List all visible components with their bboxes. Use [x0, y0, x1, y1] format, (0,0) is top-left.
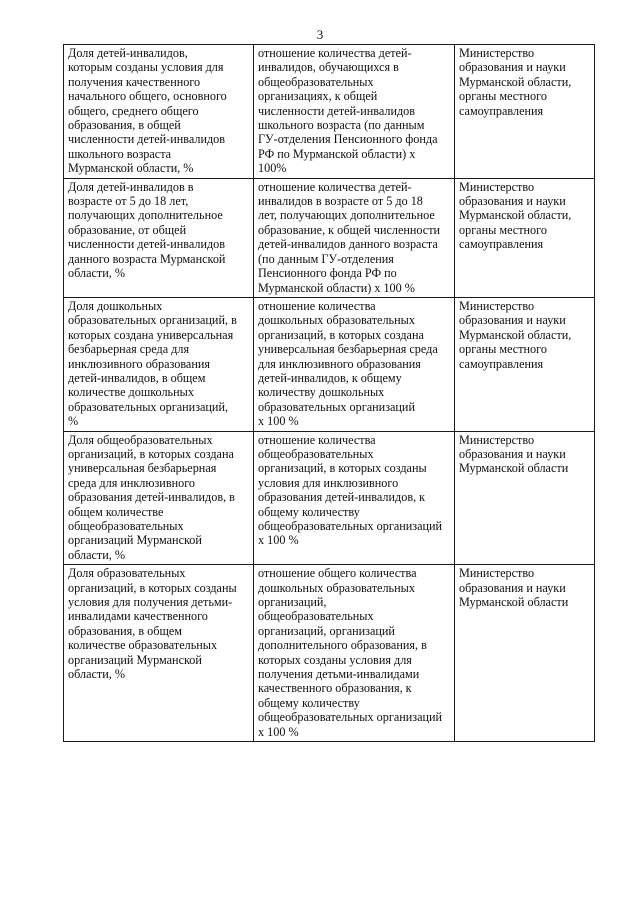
formula-cell: [254, 297, 455, 431]
formula-cell: [254, 45, 455, 179]
responsible-text: Министерство образования и науки Мурманской области, органы местного самоуправления: [459, 46, 572, 118]
indicator-cell: [64, 297, 254, 431]
page-number: 3: [316, 27, 324, 42]
indicator-text: Доля детей-инвалидов в возрасте от 5 до 18 лет, получающих дополнительное образование, от общей численности детей-инвалидов данного возраста Мурманской области, %: [68, 179, 226, 281]
indicators-table: [63, 44, 595, 742]
formula-text: отношение количества общеобразовательных организаций, в которых созданы условия для инклюзивного образования детей-инвалидов, к общему количеству общеобразовательных организаций х 100 %: [258, 432, 443, 548]
formula-cell: [254, 178, 455, 297]
formula-cell: [254, 431, 455, 565]
table-row: [64, 431, 595, 565]
formula-text: отношение количества детей- инвалидов в возрасте от 5 до 18 лет, получающих дополнительное образование, к общей численности детей-инвалидов данного возраста (по данным ГУ-отделения Пенсионного фонда РФ по Мурманской области) х 100 %: [258, 179, 441, 295]
responsible-cell: [455, 297, 595, 431]
formula-text: отношение общего количества дошкольных образовательных организаций, общеобразовательных организаций, организаций дополнительного образования, в которых созданы условия для получения детьми-инвалидами качественного образования, к общему количеству общеобразовательных организаций х 100 %: [258, 566, 443, 739]
indicator-cell: [64, 178, 254, 297]
responsible-text: Министерство образования и науки Мурманской области: [459, 432, 569, 476]
indicator-text: Доля общеобразовательных организаций, в которых создана универсальная безбарьерная среда для инклюзивного образования детей-инвалидов, в общем количестве общеобразовательных организаций Мурманской области, %: [68, 432, 235, 562]
formula-text: отношение количества дошкольных образовательных организаций, в которых создана универсальная безбарьерная среда для инклюзивного образования детей-инвалидов, к общему количеству дошкольных образовательных организаций х 100 %: [258, 298, 438, 429]
table-row: [64, 297, 595, 431]
responsible-cell: [455, 178, 595, 297]
indicator-text: Доля дошкольных образовательных организаций, в которых создана универсальная безбарьерная среда для инклюзивного образования детей-инвалидов, в общем количестве дошкольных образовательных организаций, %: [68, 298, 237, 429]
table-row: [64, 45, 595, 179]
formula-text: отношение количества детей- инвалидов, обучающихся в общеобразовательных организациях, к общей численности детей-инвалидов школьного возраста (по данным ГУ-отделения Пенсионного фонда РФ по Мурманской области) х 100%: [258, 46, 438, 176]
responsible-text: Министерство образования и науки Мурманской области: [459, 566, 569, 610]
indicator-text: Доля детей-инвалидов, которым созданы условия для получения качественного начального общего, основного общего, среднего общего образования, в общей численности детей-инвалидов школьного возраста Мурманской области, %: [68, 46, 227, 176]
formula-cell: [254, 565, 455, 742]
responsible-text: Министерство образования и науки Мурманской области, органы местного самоуправления: [459, 179, 572, 252]
table-row: [64, 178, 595, 297]
responsible-cell: [455, 565, 595, 742]
responsible-cell: [455, 431, 595, 565]
indicator-cell: [64, 45, 254, 179]
responsible-text: Министерство образования и науки Мурманской области, органы местного самоуправления: [459, 298, 572, 371]
responsible-cell: [455, 45, 595, 179]
table-row: [64, 565, 595, 742]
indicator-cell: [64, 565, 254, 742]
indicator-cell: [64, 431, 254, 565]
indicator-text: Доля образовательных организаций, в которых созданы условия для получения детьми- инвалидами качественного образования, в общем количестве образовательных организаций Мурманской области, %: [68, 566, 237, 682]
